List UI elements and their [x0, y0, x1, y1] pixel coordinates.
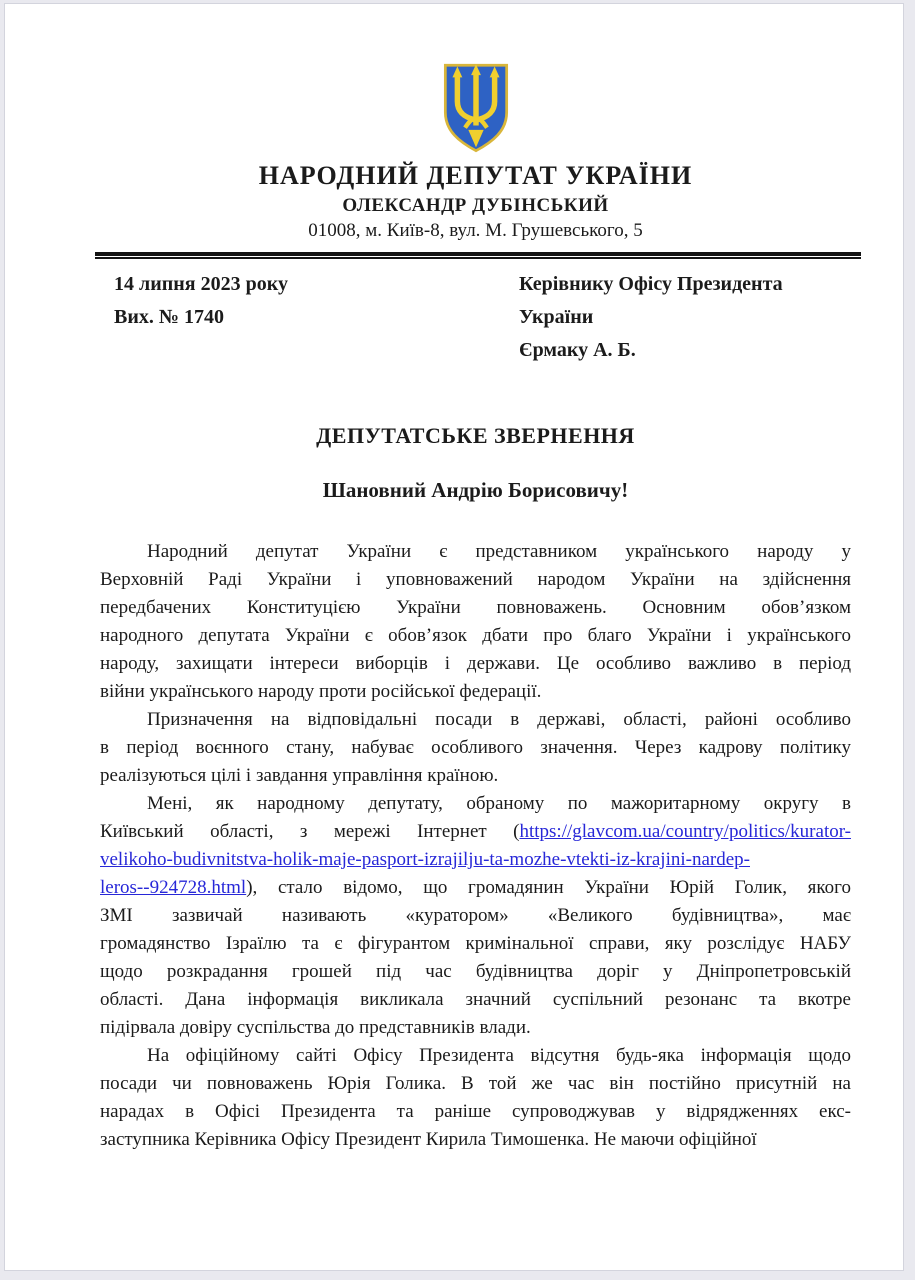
letter-meta-row	[100, 268, 851, 367]
ukraine-trident-emblem-icon	[438, 62, 514, 154]
body-text-segment: ЗМІ зазвичай називають «куратором» «Великого будівництва», має	[100, 905, 851, 926]
glavcom-article-link[interactable]: https://glavcom.ua/country/politics/kurator-	[519, 821, 851, 842]
letterhead-deputy-name: ОЛЕКСАНДР ДУБІНСЬКИЙ	[342, 195, 609, 216]
recipient-line: України	[519, 306, 594, 328]
body-line	[100, 678, 851, 706]
body-line	[100, 930, 851, 958]
body-line	[100, 706, 851, 734]
body-line	[100, 566, 851, 594]
body-line	[100, 1126, 851, 1154]
body-line	[100, 902, 851, 930]
body-text-segment: громадянство Ізраїлю та є фігурантом кримінальної справи, яку розслідує НАБУ	[100, 933, 851, 954]
document-page	[4, 3, 904, 1271]
body-line	[100, 734, 851, 762]
body-text-segment: нарадах в Офісі Президента та раніше супроводжував у відрядженнях екс-	[100, 1101, 851, 1122]
body-text-segment: в період воєнного стану, набуває особливого значення. Через кадрову політику	[100, 737, 851, 758]
body-text-segment: Призначення на відповідальні посади в державі, області, районі особливо	[147, 709, 851, 730]
body-text-segment: підірвала довіру суспільства до представників влади.	[100, 1017, 531, 1038]
body-line	[100, 846, 851, 874]
letterhead-title: НАРОДНИЙ ДЕПУТАТ УКРАЇНИ	[258, 161, 693, 190]
document-content	[5, 4, 903, 1154]
body-line	[100, 874, 851, 902]
body-text-segment: реалізуються цілі і завдання управління країною.	[100, 765, 499, 786]
letter-ref-number: Вих. № 1740	[114, 306, 224, 328]
body-text-segment: Київський області, з мережі Інтернет (	[100, 821, 520, 842]
body-paragraphs	[100, 538, 851, 1154]
letterhead-address: 01008, м. Київ-8, вул. М. Грушевського, 5	[308, 220, 643, 241]
body-line	[100, 818, 851, 846]
body-text-segment: ), стало відомо, що громадянин України Юрій Голик, якого	[246, 877, 851, 898]
body-line	[100, 1014, 851, 1042]
body-text-segment: народного депутата України є обов’язок дбати про благо України і українського	[100, 625, 851, 646]
body-text-segment: війни українського народу проти російської федерації.	[100, 681, 542, 702]
body-line	[100, 1042, 851, 1070]
body-text-segment: Мені, як народному депутату, обраному по мажоритарному округу в	[147, 793, 851, 814]
recipient-line: Єрмаку А. Б.	[519, 339, 636, 361]
body-line	[100, 1070, 851, 1098]
body-line	[100, 762, 851, 790]
body-text-segment: області. Дана інформація викликала значний суспільний резонанс та вкотре	[100, 989, 851, 1010]
body-line	[100, 1098, 851, 1126]
recipient-line: Керівнику Офісу Президента	[519, 273, 783, 295]
salutation: Шановний Андрію Борисовичу!	[322, 478, 629, 502]
glavcom-article-link[interactable]: leros--924728.html	[100, 877, 247, 898]
document-title: ДЕПУТАТСЬКЕ ЗВЕРНЕННЯ	[316, 423, 635, 448]
body-text-segment: щодо розкрадання грошей під час будівництва доріг у Дніпропетровській	[100, 961, 851, 982]
body-text-segment: передбачених Конституцією України повноважень. Основним обов’язком	[100, 597, 851, 618]
body-line	[100, 622, 851, 650]
body-line	[100, 958, 851, 986]
letter-meta-left	[100, 268, 288, 367]
body-line	[100, 986, 851, 1014]
body-text-segment: На офіційному сайті Офісу Президента відсутня будь-яка інформація щодо	[147, 1045, 851, 1066]
glavcom-article-link[interactable]: velikoho-budivnitstva-holik-maje-pasport-izrajilju-ta-mozhe-vtekti-iz-krajini-nardep-	[100, 849, 750, 870]
body-text-segment: заступника Керівника Офісу Президент Кирила Тимошенка. Не маючи офіційної	[100, 1129, 757, 1150]
body-text-segment: Верховній Раді України і уповноважений народом України на здійснення	[100, 569, 851, 590]
body-text-segment: Народний депутат України є представником українського народу у	[147, 541, 851, 562]
body-text-segment: посади чи повноважень Юрія Голика. В той же час він постійно присутній на	[100, 1073, 851, 1094]
letter-recipient-block	[519, 268, 851, 367]
body-line	[100, 538, 851, 566]
body-text-segment: народу, захищати інтереси виборців і держави. Це особливо важливо в період	[100, 653, 851, 674]
body-line	[100, 594, 851, 622]
body-line	[100, 650, 851, 678]
letter-date: 14 липня 2023 року	[114, 273, 288, 295]
body-line	[100, 790, 851, 818]
letterhead-divider	[95, 252, 861, 259]
